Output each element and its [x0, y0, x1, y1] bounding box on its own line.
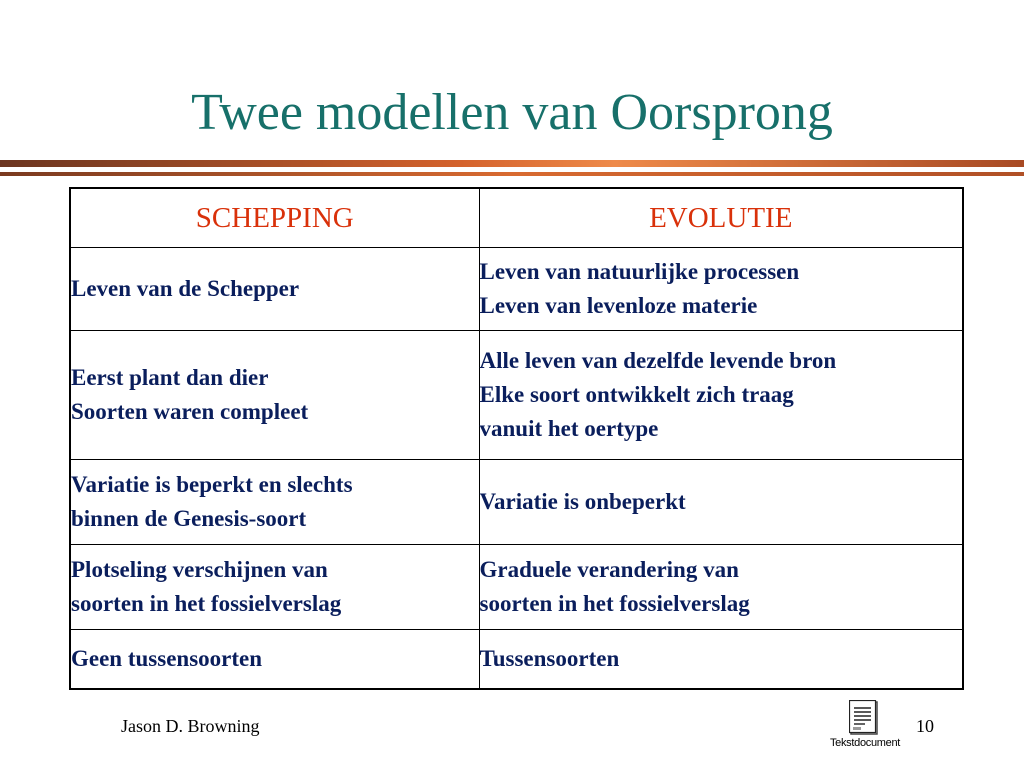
table-row — [70, 331, 963, 460]
title-divider-top — [0, 160, 1024, 167]
evolutie-cell — [479, 460, 963, 545]
evolutie-cell — [479, 331, 963, 460]
cell-line: soorten in het fossielverslag — [479, 591, 750, 616]
cell-line: Elke soort ontwikkelt zich traag — [479, 382, 794, 407]
table-row — [70, 630, 963, 690]
cell-line: soorten in het fossielverslag — [71, 591, 342, 616]
cell-line: Variatie is onbeperkt — [479, 489, 686, 514]
cell-line: Leven van natuurlijke processen — [479, 259, 800, 284]
cell-line: Graduele verandering van — [479, 557, 739, 582]
schepping-cell — [70, 630, 479, 690]
cell-line: binnen de Genesis-soort — [71, 506, 307, 531]
comparison-table — [69, 187, 964, 690]
evolutie-cell — [479, 248, 963, 331]
table-row — [70, 248, 963, 331]
page-number: 10 — [916, 716, 934, 736]
table-header-row — [70, 188, 963, 248]
cell-line: Geen tussensoorten — [71, 646, 263, 671]
title-divider-bottom — [0, 172, 1024, 176]
header-schepping: SCHEPPING — [70, 188, 479, 248]
cell-line: Tussensoorten — [479, 646, 620, 671]
cell-line: Leven van de Schepper — [71, 276, 300, 301]
table-row — [70, 545, 963, 630]
cell-line: Alle leven van dezelfde levende bron — [479, 348, 837, 373]
footer-author: Jason D. Browning — [121, 716, 260, 736]
cell-line: Eerst plant dan dier — [71, 365, 269, 390]
cell-line: vanuit het oertype — [479, 416, 659, 441]
cell-line: Variatie is beperkt en slechts — [71, 472, 353, 497]
table-row — [70, 460, 963, 545]
text-document-icon — [849, 700, 881, 736]
attachment-label: Tekstdocument — [829, 737, 901, 749]
cell-line: Soorten waren compleet — [71, 399, 309, 424]
cell-line: Plotseling verschijnen van — [71, 557, 328, 582]
schepping-cell — [70, 460, 479, 545]
cell-line: Leven van levenloze materie — [479, 293, 758, 318]
header-evolutie: EVOLUTIE — [479, 188, 963, 248]
schepping-cell — [70, 331, 479, 460]
evolutie-cell — [479, 545, 963, 630]
slide-title: Twee modellen van Oorsprong — [191, 84, 833, 141]
schepping-cell — [70, 545, 479, 630]
evolutie-cell — [479, 630, 963, 690]
schepping-cell — [70, 248, 479, 331]
text-document-attachment[interactable] — [822, 700, 908, 749]
